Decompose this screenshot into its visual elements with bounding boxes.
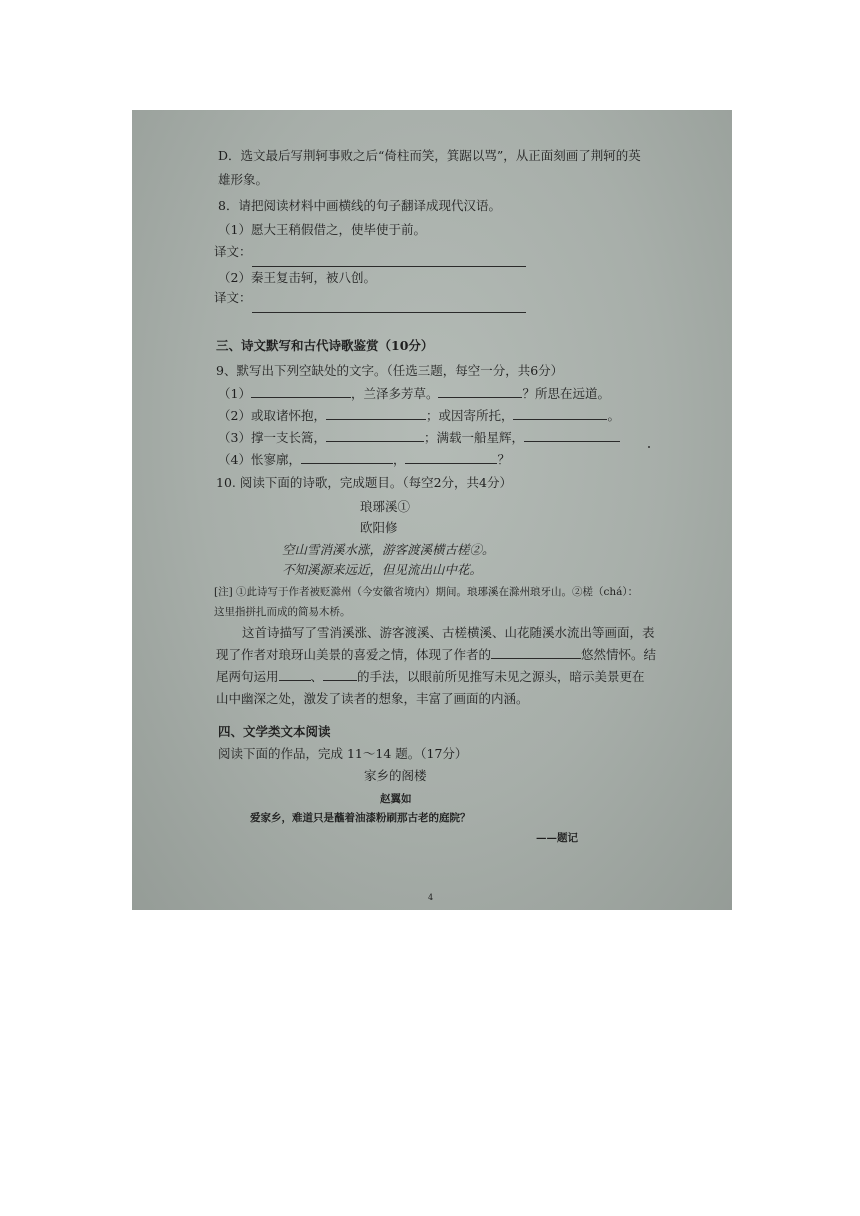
article-epigraph: 爱家乡，难道只是蘸着油漆粉刷那古老的庭院？ xyxy=(250,812,471,824)
poem-line-2: 不知溪源来远近，但见流出山中花。 xyxy=(282,562,483,577)
q7-option-d-line1: D．选文最后写荆轲事败之后“倚柱而笑，箕踞以骂”，从正面刻画了荆轲的英 xyxy=(218,148,641,163)
q9-item1 xyxy=(218,386,610,402)
q10-blank-3[interactable] xyxy=(323,669,357,681)
q10-para-line2-a: 现了作者对琅玡山美景的喜爱之情，体现了作者的 xyxy=(216,647,492,662)
q9-item3-blank-1[interactable] xyxy=(326,430,424,442)
section3-heading: 三、诗文默写和古代诗歌鉴赏（10分） xyxy=(216,338,434,353)
q9-item1-text-a: ，兰泽多芳草。 xyxy=(350,386,439,401)
q10-para-line1: 这首诗描写了雪消溪涨、游客渡溪、古槎横溪、山花随溪水流出等画面，表 xyxy=(242,625,655,640)
q8-answer-line-1 xyxy=(252,266,526,267)
poem-note-line2: 这里指拼扎而成的简易木桥。 xyxy=(214,606,351,618)
q9-item1-text-b: ？所思在远道。 xyxy=(522,386,610,401)
q10-para-line4: 山中幽深之处，激发了读者的想象，丰富了画面的内涵。 xyxy=(216,691,529,706)
speck-mark xyxy=(648,446,650,448)
q9-item2-end: 。 xyxy=(607,408,620,423)
q9-item4-blank-2[interactable] xyxy=(405,452,497,464)
poem-author: 欧阳修 xyxy=(360,520,398,535)
q9-item4-text-a: ， xyxy=(392,452,406,467)
q10-para-line2 xyxy=(216,647,656,663)
poem-note-line1: [注] ①此诗写于作者被贬滁州（今安徽省境内）期间。琅琊溪在滁州琅牙山。②槎（chá）： xyxy=(214,586,639,598)
epigraph-source: ——题记 xyxy=(536,832,578,844)
q10-prompt: 10. 阅读下面的诗歌，完成题目。（每空2分，共4分） xyxy=(216,475,513,490)
q10-blank-1[interactable] xyxy=(491,647,581,659)
article-title: 家乡的阁楼 xyxy=(364,768,427,783)
scanned-page-photo xyxy=(132,110,732,910)
q9-item3 xyxy=(218,430,620,446)
q10-blank-2[interactable] xyxy=(279,669,311,681)
article-author: 赵翼如 xyxy=(380,793,412,805)
q10-para-line3-c: 的手法，以眼前所见推写未见之源头，暗示美景更在 xyxy=(357,669,645,684)
q9-item2 xyxy=(218,408,620,424)
q9-item4 xyxy=(218,452,510,468)
q10-para-line2-b: 悠然情怀。结 xyxy=(581,647,657,662)
q9-item1-blank-1[interactable] xyxy=(251,386,351,398)
q9-item2-text: （2）或取诸怀抱， xyxy=(218,408,326,423)
poem-title: 琅琊溪① xyxy=(360,499,411,514)
q9-item3-text: （3）撑一支长篙， xyxy=(218,430,326,445)
q10-para-line3 xyxy=(216,669,645,685)
q10-para-line3-sep: 、 xyxy=(310,669,324,684)
q8-answer-label-2: 译文： xyxy=(214,290,252,305)
q9-item1-blank-2[interactable] xyxy=(438,386,522,398)
q8-item2: （2）秦王复击轲，被八创。 xyxy=(218,270,376,285)
q9-item2-blank-1[interactable] xyxy=(326,408,426,420)
q8-answer-label-1: 译文： xyxy=(214,244,252,259)
q9-item3-blank-2[interactable] xyxy=(524,430,620,442)
section4-prompt: 阅读下面的作品，完成 11～14 题。（17分） xyxy=(218,746,468,761)
q8-prompt: 8．请把阅读材料中画横线的句子翻译成现代汉语。 xyxy=(218,198,501,213)
q9-item4-text: （4）怅寥廓， xyxy=(218,452,301,467)
q10-para-line3-a: 尾两句运用 xyxy=(216,669,279,684)
q8-answer-line-2 xyxy=(252,312,526,313)
q9-item2-text-a: ；或因寄所托， xyxy=(425,408,514,423)
page-number: 4 xyxy=(428,893,434,902)
poem-line-1: 空山雪消溪水涨，游客渡溪横古槎②。 xyxy=(282,542,495,557)
q9-item1-number: （1） xyxy=(218,386,251,401)
q9-item2-blank-2[interactable] xyxy=(513,408,607,420)
q7-option-d-line2: 雄形象。 xyxy=(218,172,269,187)
section4-heading: 四、文学类文本阅读 xyxy=(218,724,331,739)
q9-prompt: 9、默写出下列空缺处的文字。（任选三题，每空一分，共6分） xyxy=(216,363,564,378)
q9-item3-text-a: ；满载一船星辉， xyxy=(423,430,524,445)
q9-item4-blank-1[interactable] xyxy=(301,452,393,464)
q9-item4-end: ？ xyxy=(497,452,510,467)
q8-item1: （1）愿大王稍假借之，使毕使于前。 xyxy=(218,222,426,237)
